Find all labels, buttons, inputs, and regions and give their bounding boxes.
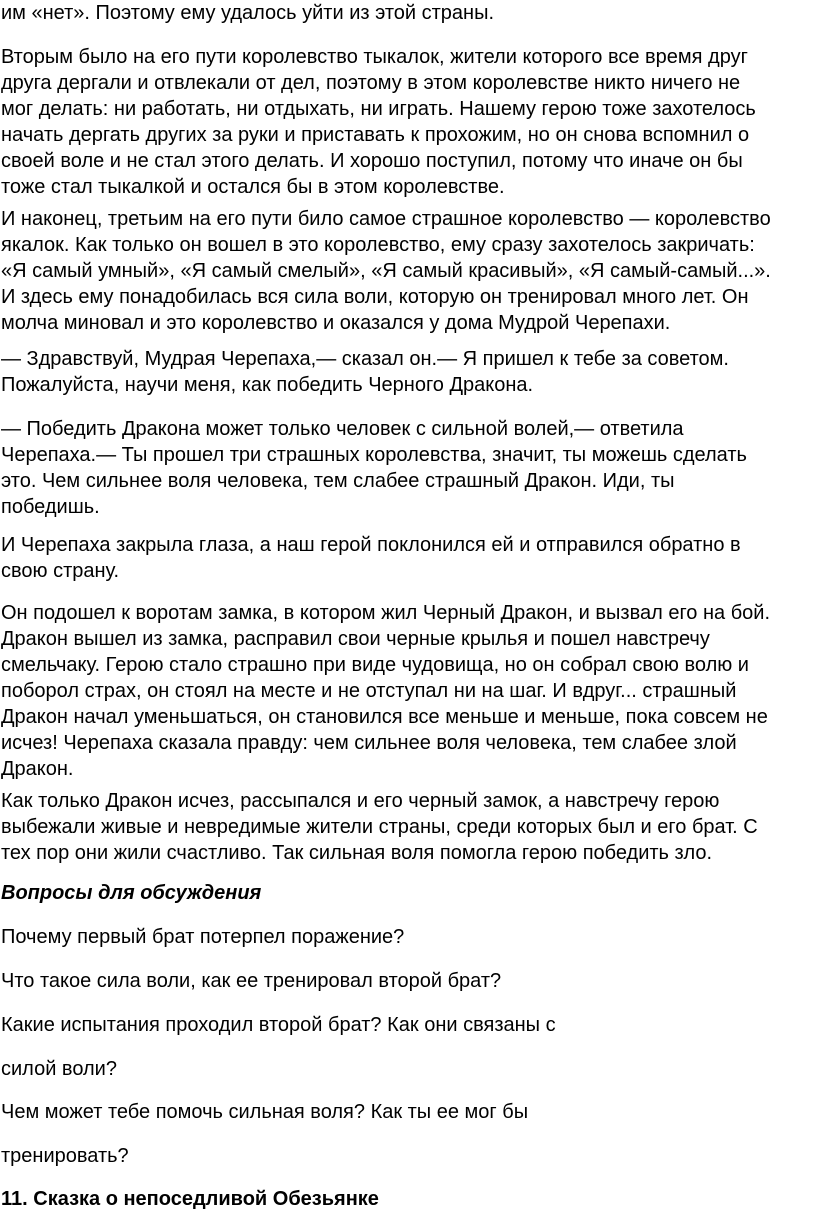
section-heading: 11. Сказка о непоседливой Обезьянке [1, 1188, 379, 1210]
paragraph: — Здравствуй, Мудрая Черепаха,— сказал он.— Я пришел к тебе за советом. Пожалуйста, научи меня, как победить Черного Дракона. [1, 348, 729, 396]
paragraph: Как только Дракон исчез, рассыпался и его черный замок, а навстречу герою выбежали живые и невредимые жители страны, среди которых был и его брат. С тех пор они жили счастливо. Так сильная воля помогла герою победить зло. [1, 790, 758, 864]
paragraph: И Черепаха закрыла глаза, а наш герой поклонился ей и отправился обратно в свою страну. [1, 534, 741, 582]
questions-heading: Вопросы для обсуждения [1, 882, 262, 904]
question-item: Чем может тебе помочь сильная воля? Как ты ее мог бы [1, 1101, 529, 1123]
question-item: тренировать? [1, 1145, 129, 1167]
question-item: Что такое сила воли, как ее тренировал второй брат? [1, 970, 502, 992]
question-item: Какие испытания проходил второй брат? Как они связаны с [1, 1014, 556, 1036]
question-item: Почему первый брат потерпел поражение? [1, 926, 405, 948]
paragraph: Вторым было на его пути королевство тыкалок, жители которого все время друг друга дергали и отвлекали от дел, поэтому в этом королевстве никто ничего не мог делать: ни работать, ни отдыхать, ни играть. Нашему герою тоже захотелось начать дергать других за руки и приставать к прохожим, но он снова вспомнил о своей воле и не стал этого делать. И хорошо поступил, потому что иначе он бы тоже стал тыкалкой и остался бы в этом королевстве. [1, 46, 756, 198]
paragraph: И наконец, третьим на его пути било самое страшное королевство — королевство якалок. Как только он вошел в это королевство, ему сразу захотелось закричать: «Я самый умный», «Я самый смелый», «Я самый красивый», «Я самый-самый...». И здесь ему понадобилась вся сила воли, которую он тренировал много лет. Он молча миновал и это королевство и оказался у дома Мудрой Черепахи. [1, 208, 771, 334]
paragraph: Он подошел к воротам замка, в котором жил Черный Дракон, и вызвал его на бой. Дракон вышел из замка, расправил свои черные крылья и пошел навстречу смельчаку. Герою стало страшно при виде чудовища, но он собрал свою волю и поборол страх, он стоял на месте и не отступал ни на шаг. И вдруг... страшный Дракон начал уменьшаться, он становился все меньше и меньше, пока совсем не исчез! Черепаха сказала правду: чем сильнее воля человека, тем слабее злой Дракон. [1, 602, 771, 780]
paragraph: — Победить Дракона может только человек с сильной волей,— ответила Черепаха.— Ты прошел три страшных королевства, значит, ты можешь сделать это. Чем сильнее воля человека, тем слабее страшный Дракон. Иди, ты победишь. [1, 418, 747, 518]
question-item: силой воли? [1, 1058, 117, 1080]
paragraph: им «нет». Поэтому ему удалось уйти из этой страны. [1, 2, 495, 24]
